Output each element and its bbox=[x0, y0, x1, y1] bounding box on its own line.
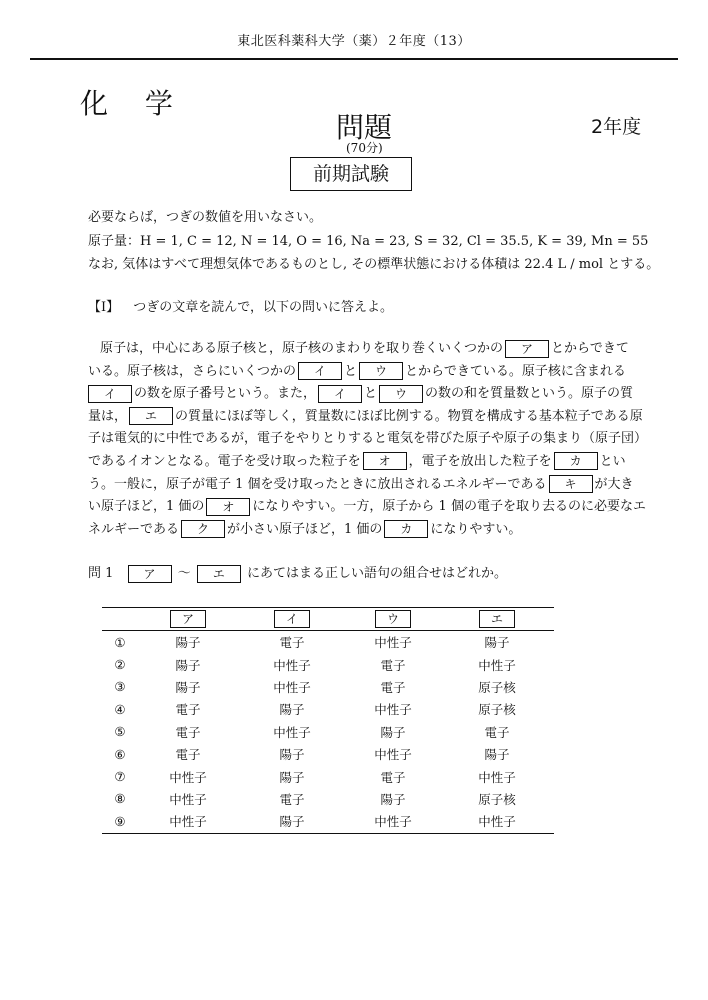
passage-line bbox=[88, 474, 634, 497]
text-fragment: の数の和を質量数という。原子の質 bbox=[425, 386, 634, 402]
passage-line bbox=[88, 361, 628, 384]
table-cell: 中性子 bbox=[273, 724, 311, 740]
table-cell: 陽子 bbox=[380, 724, 406, 740]
text-fragment: ネルギーである bbox=[88, 521, 180, 537]
text-fragment: い原子ほど，1 価の bbox=[88, 499, 205, 515]
table-header-u bbox=[346, 608, 440, 631]
table-header-empty bbox=[102, 608, 138, 631]
table-row bbox=[102, 698, 554, 720]
text-fragment: とからできて bbox=[551, 341, 629, 356]
table-cell: 中性子 bbox=[478, 769, 516, 785]
header-box: ウ bbox=[375, 610, 411, 628]
choice-number: ⑤ bbox=[114, 724, 126, 740]
table-cell: 電子 bbox=[279, 635, 305, 651]
table-cell: 陽子 bbox=[484, 635, 510, 651]
subject-title: 化 学 bbox=[80, 87, 187, 120]
table-cell: 中性子 bbox=[478, 814, 516, 830]
table-cell: 陽子 bbox=[484, 747, 510, 763]
running-header: 東北医科薬科大学（薬）２年度（13） bbox=[237, 34, 471, 49]
table-header-i bbox=[238, 608, 346, 631]
exam-type-box: 前期試験 bbox=[290, 157, 412, 191]
table-cell: 中性子 bbox=[273, 657, 311, 673]
blank-a: ア bbox=[128, 565, 172, 583]
intro-line-3: なお, 気体はすべて理想気体であるものとし, その標準状態における体積は 22.4 L / mol とする。 bbox=[88, 257, 660, 272]
text-fragment: う。一般に，原子が電子 1 個を受け取ったときに放出されるエネルギーである bbox=[88, 476, 547, 492]
table-cell: 陽子 bbox=[279, 814, 305, 830]
table-cell: 中性子 bbox=[169, 791, 207, 807]
table-cell: 原子核 bbox=[478, 791, 516, 807]
header-box: イ bbox=[274, 610, 310, 628]
range-tilde: ～ bbox=[177, 566, 191, 581]
text-fragment: と bbox=[344, 363, 358, 379]
blank-ka: カ bbox=[384, 520, 428, 538]
table-cell: 陽子 bbox=[279, 747, 305, 763]
text-fragment: の質量にほぼ等しく，質量数にほぼ比例する。物質を構成する基本粒子である原 bbox=[175, 408, 643, 424]
table-cell: 中性子 bbox=[374, 747, 412, 763]
table-cell: 陽子 bbox=[279, 769, 305, 785]
text-fragment: とい bbox=[599, 453, 626, 469]
table-cell: 電子 bbox=[380, 657, 406, 673]
section-heading bbox=[88, 296, 393, 315]
table-row bbox=[102, 721, 554, 743]
text-fragment: 量は， bbox=[88, 408, 128, 424]
text-fragment: 子は電気的に中性であるが，電子をやりとりすると電気を帯びた原子や原子の集まり（原子団） bbox=[88, 431, 648, 447]
table-row bbox=[102, 765, 554, 787]
question-label: 問 1 bbox=[88, 566, 114, 581]
header-box: ア bbox=[170, 610, 206, 628]
blank-u: ウ bbox=[359, 362, 403, 380]
table-cell: 電子 bbox=[175, 724, 201, 740]
choice-number: ② bbox=[114, 657, 126, 673]
table-header-a bbox=[138, 608, 238, 631]
text-fragment: であるイオンとなる。電子を受け取った粒子を bbox=[88, 453, 361, 469]
text-fragment: いる。原子核は，さらにいくつかの bbox=[88, 363, 297, 379]
table-cell: 中性子 bbox=[169, 769, 207, 785]
blank-i: イ bbox=[298, 362, 342, 380]
choice-number: ⑦ bbox=[114, 769, 126, 785]
text-fragment: が小さい原子ほど，1 価の bbox=[227, 521, 383, 537]
table-cell: 原子核 bbox=[478, 679, 516, 695]
blank-e: エ bbox=[129, 407, 173, 425]
exam-duration: (70分) bbox=[346, 141, 383, 155]
exam-year: 2年度 bbox=[591, 116, 642, 138]
table-cell: 電子 bbox=[175, 702, 201, 718]
table-cell: 陽子 bbox=[380, 791, 406, 807]
table-row bbox=[102, 788, 554, 810]
table-cell: 電子 bbox=[380, 769, 406, 785]
choice-number: ③ bbox=[114, 679, 126, 695]
header-box: エ bbox=[479, 610, 515, 628]
blank-ka: カ bbox=[554, 452, 598, 470]
table-row bbox=[102, 810, 554, 833]
table-cell: 中性子 bbox=[273, 679, 311, 695]
atomic-weights: 原子量：H = 1, C = 12, N = 14, O = 16, Na = 23, S = 32, Cl = 35.5, K = 39, Mn = 55 bbox=[88, 234, 649, 249]
table-cell: 原子核 bbox=[478, 702, 516, 718]
table-header-e bbox=[440, 608, 554, 631]
choice-number: ⑧ bbox=[114, 791, 126, 807]
text-fragment: と bbox=[364, 386, 378, 402]
blank-i: イ bbox=[88, 385, 132, 403]
blank-u: ウ bbox=[379, 385, 423, 403]
choice-number: ⑨ bbox=[114, 813, 126, 829]
choice-number: ① bbox=[114, 634, 126, 650]
table-row bbox=[102, 631, 554, 654]
section-label: 【Ⅰ】 bbox=[88, 300, 120, 315]
table-cell: 中性子 bbox=[478, 657, 516, 673]
passage-line bbox=[88, 383, 634, 406]
table-cell: 中性子 bbox=[169, 814, 207, 830]
choice-number: ⑥ bbox=[114, 746, 126, 762]
text-fragment: 原子は，中心にある原子核と，原子核のまわりを取り巻くいくつかの bbox=[100, 341, 504, 356]
table-cell: 陽子 bbox=[279, 702, 305, 718]
question-text: にあてはまる正しい語句の組合せはどれか。 bbox=[246, 566, 507, 581]
blank-ki: キ bbox=[549, 475, 593, 493]
blank-ku: ク bbox=[181, 520, 225, 538]
table-cell: 電子 bbox=[279, 791, 305, 807]
text-fragment: になりやすい。 bbox=[430, 521, 522, 537]
choice-number: ④ bbox=[114, 701, 126, 717]
table-header-row bbox=[102, 608, 554, 631]
passage bbox=[88, 338, 648, 541]
blank-o: オ bbox=[363, 452, 407, 470]
table-cell: 陽子 bbox=[175, 679, 201, 695]
table-cell: 電子 bbox=[484, 724, 510, 740]
text-fragment: になりやすい。一方，原子から 1 個の電子を取り去るのに必要なエ bbox=[252, 499, 646, 515]
text-fragment: ，電子を放出した粒子を bbox=[408, 453, 552, 469]
page-title: 問題 bbox=[336, 111, 393, 144]
passage-line bbox=[88, 406, 643, 429]
answer-table bbox=[102, 607, 554, 834]
table-row bbox=[102, 743, 554, 765]
text-fragment: とからできている。原子核に含まれる bbox=[405, 363, 626, 379]
table-cell: 電子 bbox=[380, 679, 406, 695]
table-cell: 陽子 bbox=[175, 635, 201, 651]
blank-i: イ bbox=[318, 385, 362, 403]
section-instruction: つぎの文章を読んで，以下の問いに答えよ。 bbox=[133, 300, 394, 315]
table-row bbox=[102, 676, 554, 698]
passage-line bbox=[88, 451, 628, 474]
table-cell: 中性子 bbox=[374, 814, 412, 830]
text-fragment: の数を原子番号という。また， bbox=[134, 386, 317, 402]
text-fragment: が大き bbox=[594, 476, 634, 492]
table-row bbox=[102, 653, 554, 675]
blank-e: エ bbox=[197, 565, 241, 583]
header-rule bbox=[30, 58, 678, 60]
table-cell: 陽子 bbox=[175, 657, 201, 673]
blank-o: オ bbox=[206, 498, 250, 516]
question-1 bbox=[88, 562, 507, 583]
intro-line-1: 必要ならば，つぎの数値を用いなさい。 bbox=[88, 210, 323, 225]
passage-line bbox=[88, 519, 628, 542]
table-cell: 中性子 bbox=[374, 635, 412, 651]
passage-line bbox=[88, 496, 646, 519]
table-cell: 中性子 bbox=[374, 702, 412, 718]
passage-line bbox=[88, 338, 628, 361]
table-cell: 電子 bbox=[175, 747, 201, 763]
blank-a: ア bbox=[505, 340, 549, 358]
passage-line bbox=[88, 428, 648, 451]
